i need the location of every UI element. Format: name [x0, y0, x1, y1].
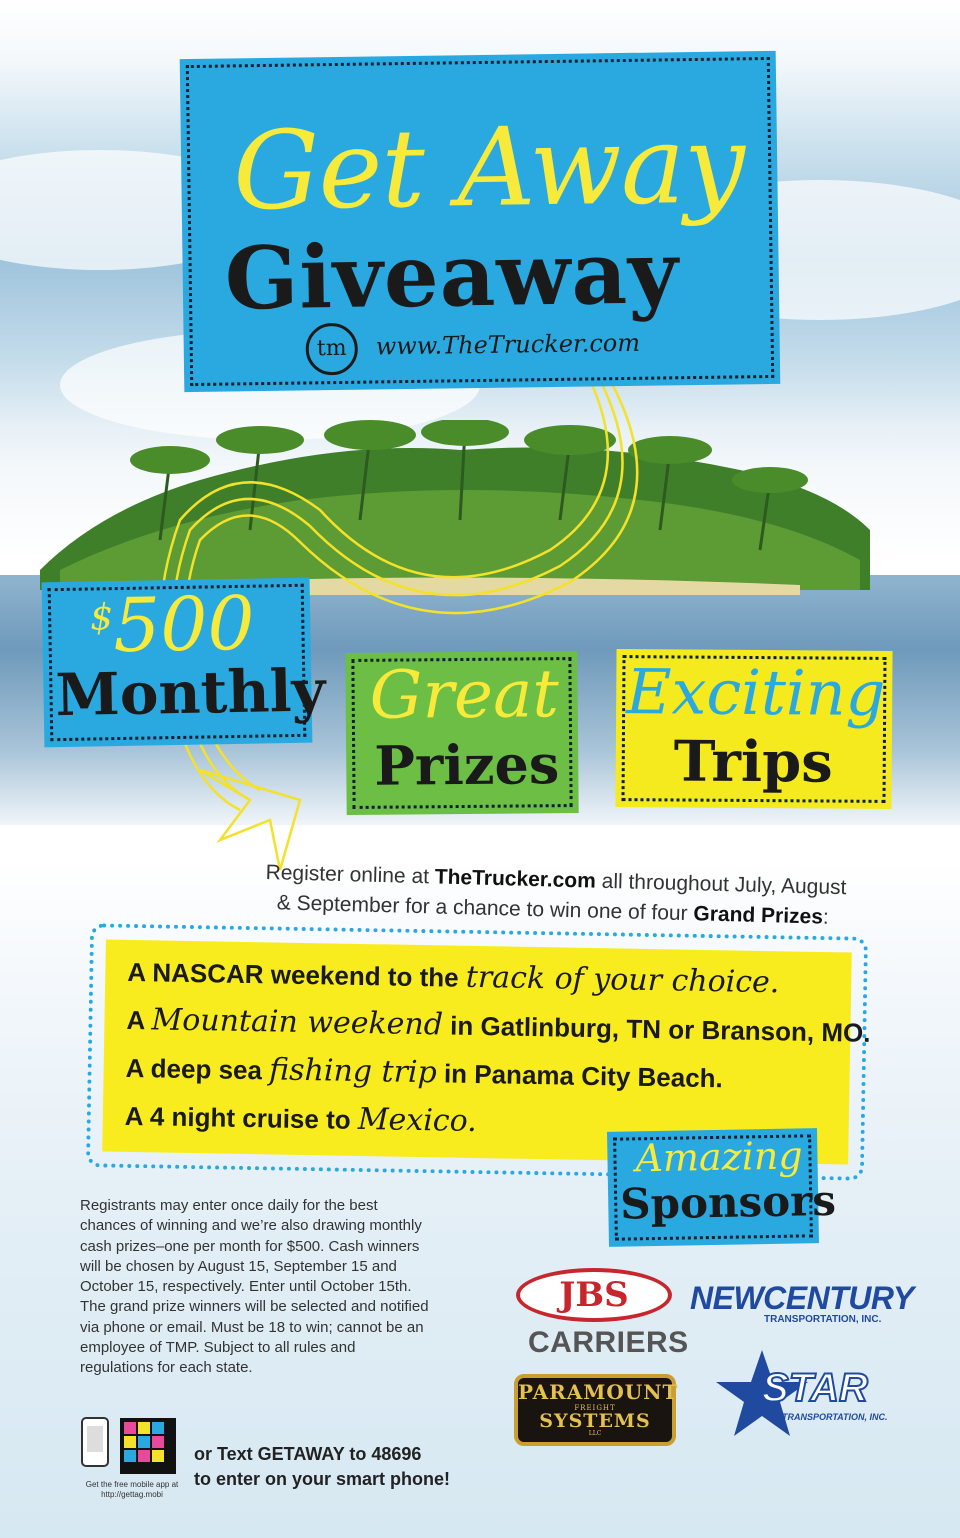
- title-main: Giveaway: [224, 222, 680, 330]
- register-instructions: Register online at TheTrucker.com all throughout July, August & September for a chance to win one of four Grand Prizes:: [265, 860, 847, 929]
- star-text: STAR: [762, 1366, 868, 1410]
- prize-line: A 4 night cruise to Mexico.: [124, 1100, 478, 1140]
- star-transportation-logo: [712, 1348, 892, 1438]
- monthly-amount: $500: [89, 580, 256, 670]
- monthly-label: Monthly: [54, 656, 326, 730]
- prize-line: A deep sea fishing trip in Panama City Beach.: [125, 1052, 724, 1094]
- text-to-enter: or Text GETAWAY to 48696 to enter on your smart phone!: [194, 1444, 451, 1489]
- trucker-logo: tm: [305, 323, 358, 376]
- star-subtitle: TRANSPORTATION, INC.: [782, 1412, 888, 1422]
- paramount-logo: PARAMOUNT FREIGHT SYSTEMS LLC: [514, 1374, 676, 1446]
- amazing-sponsors-badge: [607, 1128, 837, 1247]
- jbs-carriers-text: CARRIERS: [528, 1326, 689, 1359]
- amazing-script: Amazing: [635, 1133, 803, 1181]
- register-site-link[interactable]: TheTrucker.com: [434, 865, 597, 893]
- trips-label: Trips: [673, 728, 834, 796]
- newcentury-subtitle: TRANSPORTATION, INC.: [764, 1314, 882, 1325]
- prizes-label: Prizes: [374, 732, 560, 798]
- exciting-script: Exciting: [626, 655, 886, 730]
- website-url[interactable]: www.TheTrucker.com: [375, 328, 641, 361]
- great-prizes-badge: [345, 651, 578, 815]
- prize-line: A NASCAR weekend to the track of your choice.: [127, 956, 780, 1001]
- prize-line: A Mountain weekend in Gatlinburg, TN or Branson, MO.: [126, 1002, 871, 1048]
- monthly-prize-badge: [42, 578, 326, 748]
- title-banner: [180, 51, 781, 392]
- exciting-trips-badge: [615, 649, 892, 809]
- title-script: Get Away: [232, 102, 746, 235]
- jbs-logo: JBS: [516, 1268, 672, 1322]
- newcentury-logo: NEWCENTURY: [690, 1280, 914, 1316]
- great-script: Great: [369, 655, 560, 734]
- mobile-app-caption: Get the free mobile app at http://gettag.mobi: [85, 1480, 179, 1499]
- sponsors-label: Sponsors: [619, 1175, 837, 1229]
- rules-text: Registrants may enter once daily for the best chances of winning and we’re also drawing monthly cash prizes–one per month for $500. Cash winners will be chosen by August 15, September 15 and October 15, respectively. Enter until October 15th. The grand prize winners will be selected and notified via phone or email. Must be 18 to win; cannot be an employee of TMP. Subject to all rules and regulations for each state.: [80, 1197, 429, 1377]
